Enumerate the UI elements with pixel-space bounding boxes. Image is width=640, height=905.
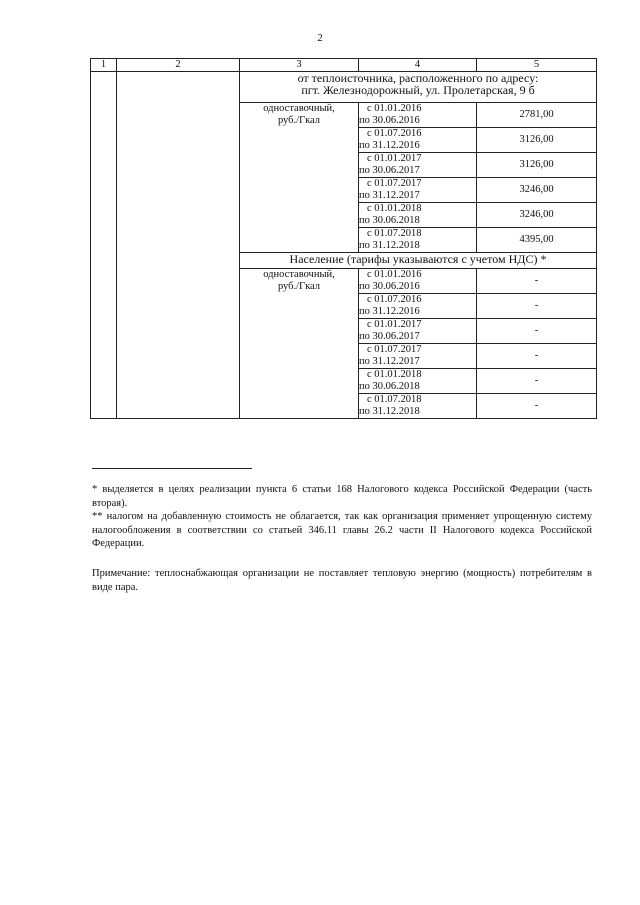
col-header-3: 3	[240, 59, 359, 72]
source-row	[91, 72, 597, 103]
col-header-5: 5	[477, 59, 597, 72]
heat-source-address	[240, 72, 597, 103]
tariff-value: -	[477, 294, 597, 319]
tariff-value: -	[477, 269, 597, 294]
source-line-1: от теплоисточника, расположенного по адресу:	[297, 71, 539, 85]
tariff-value: 4395,00	[477, 228, 597, 253]
unit-line-2: руб./Гкал	[277, 281, 321, 292]
col1-merged-cell	[91, 72, 117, 419]
period-cell: с 01.01.2017 по 30.06.2017	[359, 319, 477, 344]
unit-line-1: одноставочный,	[263, 103, 335, 114]
footnote-vat-allocated: * выделяется в целях реализации пункта 6 статьи 168 Налогового кодекса Российской Федерации (часть вторая).	[92, 484, 592, 509]
period-cell: с 01.07.2018 по 31.12.2018	[359, 394, 477, 419]
source-line-2: пгт. Железнодорожный, ул. Пролетарская, 9 б	[301, 83, 535, 97]
tariff-value: -	[477, 319, 597, 344]
tariff-value: 3246,00	[477, 203, 597, 228]
unit-cell	[240, 103, 359, 253]
tariff-value: -	[477, 394, 597, 419]
unit-line-1: одноставочный,	[263, 269, 335, 280]
col-header-1: 1	[91, 59, 117, 72]
note-paragraph: Примечание: теплоснабжающая организации не поставляет тепловую энергию (мощность) потребителям в виде пара.	[92, 568, 592, 593]
period-cell: с 01.07.2018 по 31.12.2018	[359, 228, 477, 253]
tariff-value: 3126,00	[477, 153, 597, 178]
population-section-title: Население (тарифы указываются с учетом НДС) *	[240, 253, 597, 269]
col-header-4: 4	[359, 59, 477, 72]
period-cell: с 01.01.2016 по 30.06.2016	[359, 103, 477, 128]
period-cell: с 01.07.2017 по 31.12.2017	[359, 178, 477, 203]
tariff-value: -	[477, 369, 597, 394]
footnotes	[92, 483, 592, 551]
page-number: 2	[317, 32, 323, 44]
tariff-value: 3246,00	[477, 178, 597, 203]
unit-line-2: руб./Гкал	[277, 115, 321, 126]
footnote-separator	[92, 468, 252, 469]
col-header-2: 2	[117, 59, 240, 72]
tariff-value: -	[477, 344, 597, 369]
table-header-row	[91, 59, 597, 72]
col2-merged-cell	[117, 72, 240, 419]
tariff-table	[90, 58, 597, 419]
period-cell: с 01.07.2016 по 31.12.2016	[359, 294, 477, 319]
period-cell: с 01.01.2018 по 30.06.2018	[359, 203, 477, 228]
period-cell: с 01.01.2016 по 30.06.2016	[359, 269, 477, 294]
period-cell: с 01.01.2018 по 30.06.2018	[359, 369, 477, 394]
period-cell: с 01.07.2017 по 31.12.2017	[359, 344, 477, 369]
footnote-vat-exempt: ** налогом на добавленную стоимость не облагается, так как организация применяет упрощенную систему налогообложения в соответствии со статьей 346.11 главы 26.2 части II Налогового кодекса Российской Федерации.	[92, 511, 592, 549]
period-cell: с 01.07.2016 по 31.12.2016	[359, 128, 477, 153]
period-cell: с 01.01.2017 по 30.06.2017	[359, 153, 477, 178]
tariff-value: 2781,00	[477, 103, 597, 128]
tariff-value: 3126,00	[477, 128, 597, 153]
unit-cell	[240, 269, 359, 419]
